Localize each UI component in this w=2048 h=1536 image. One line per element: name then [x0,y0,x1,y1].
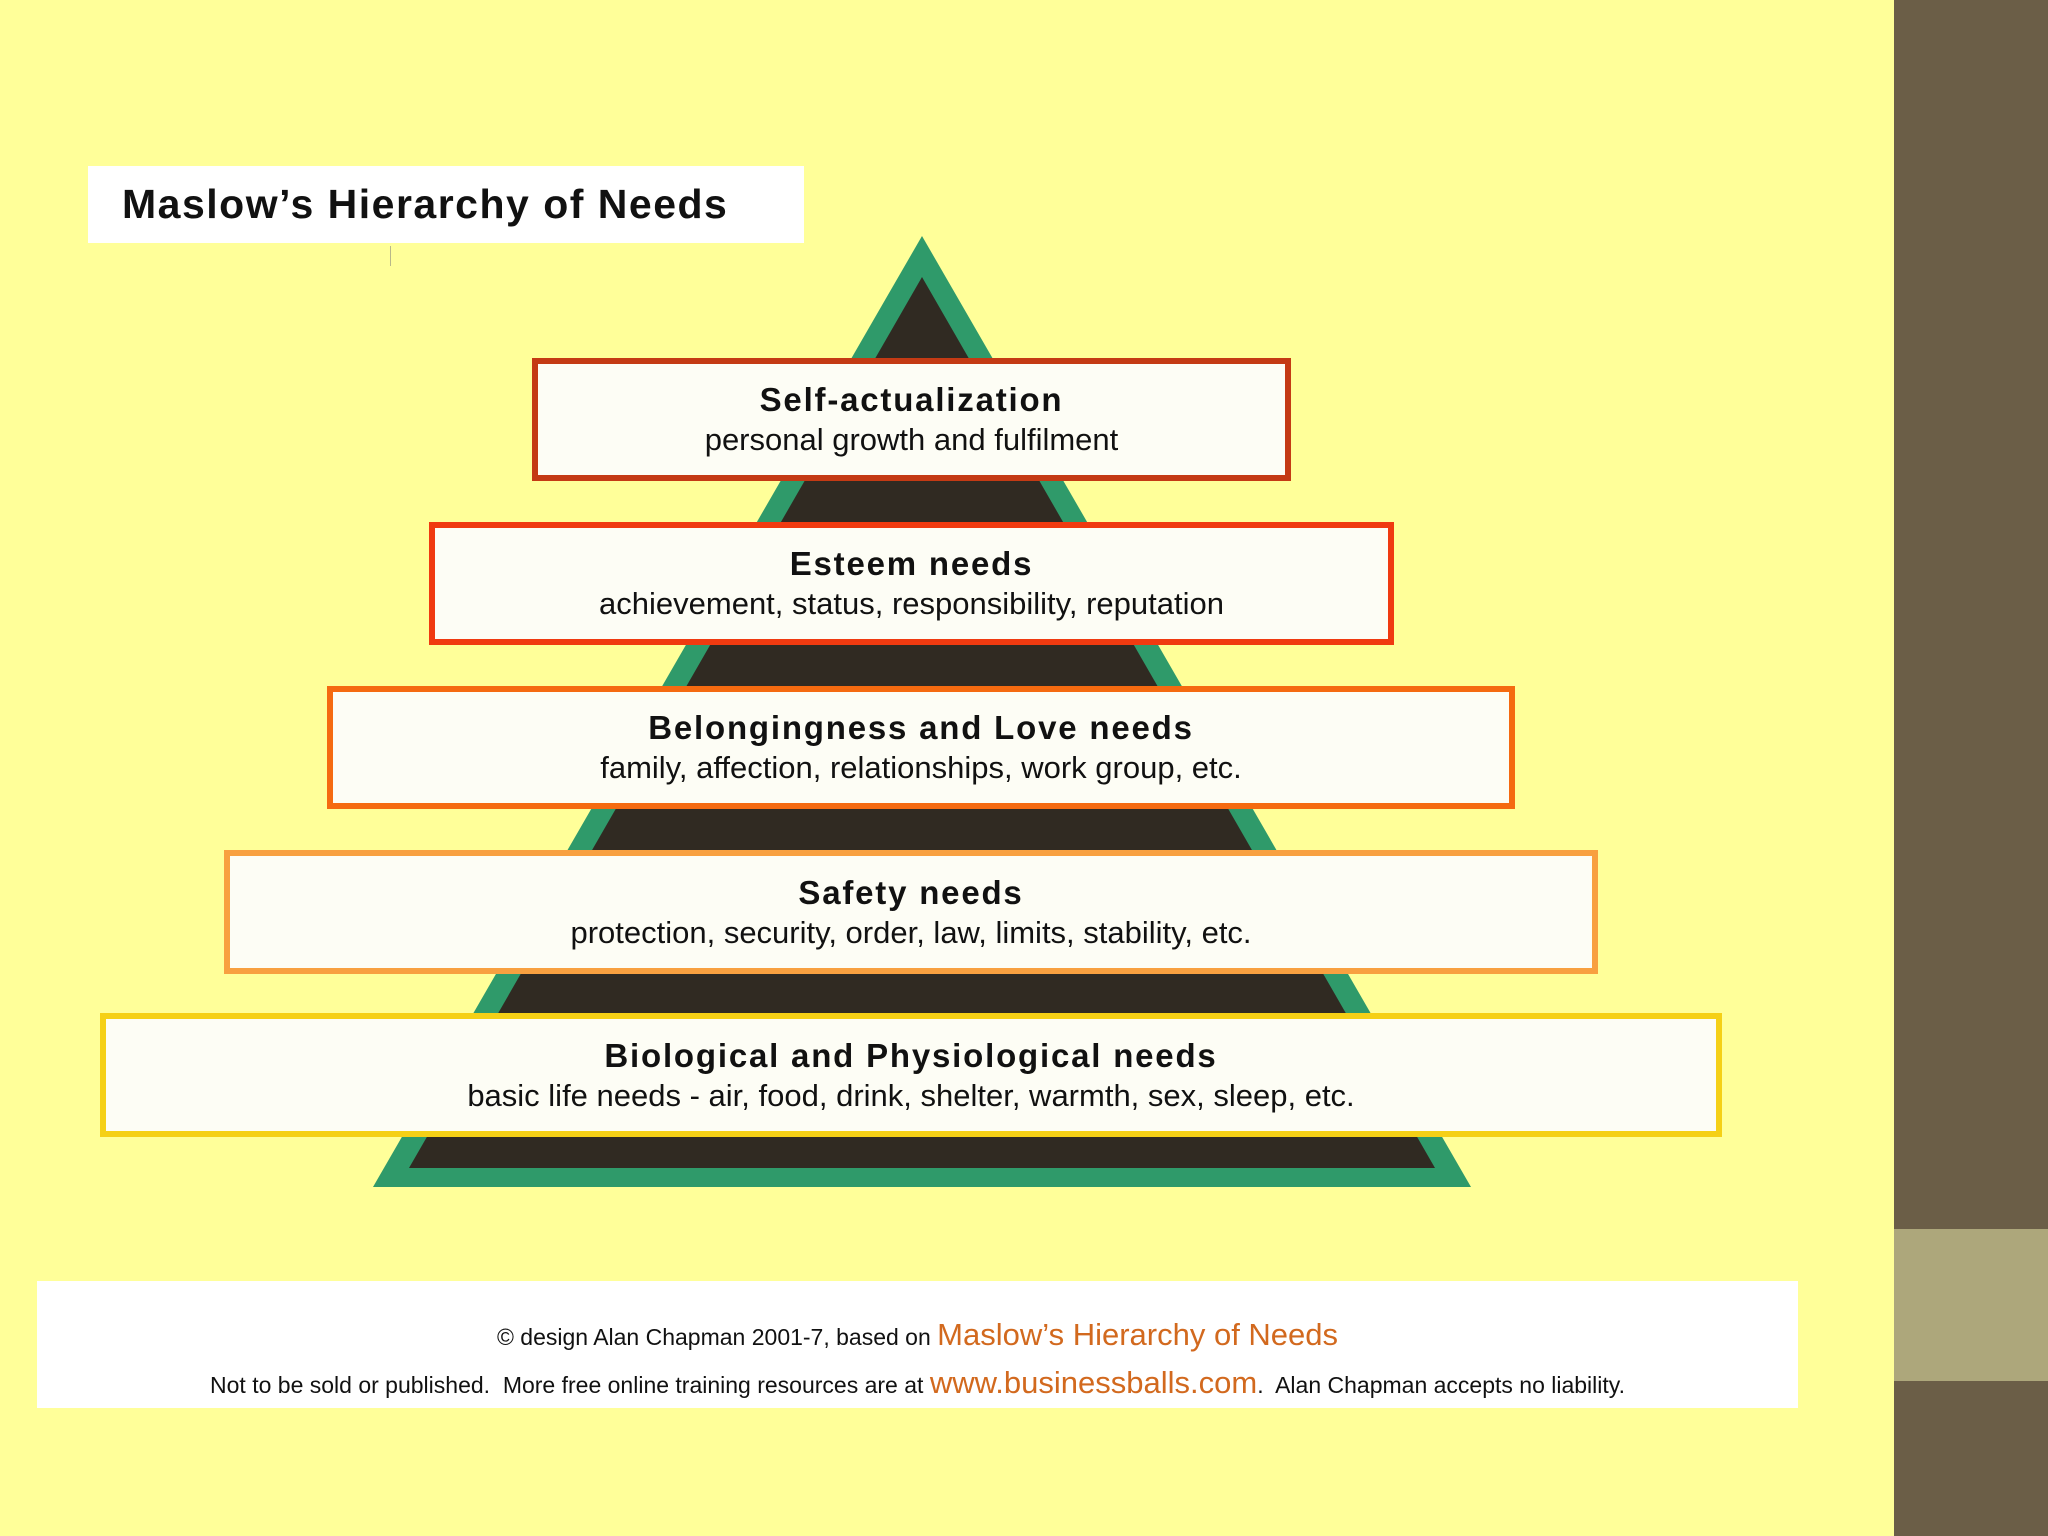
tier-title: Belongingness and Love needs [648,709,1194,746]
footer-line-2 [37,1365,1798,1403]
footer-line-1 [37,1317,1798,1355]
footer-text: Not to be sold or published. More free online training resources are at [210,1372,930,1398]
tier-description: basic life needs - air, food, drink, shelter, warmth, sex, sleep, etc. [467,1077,1355,1113]
tier-belongingness [327,686,1515,809]
tier-self-actualization [532,358,1291,481]
businessballs-link[interactable]: www.businessballs.com [929,1365,1258,1400]
tier-title: Biological and Physiological needs [604,1036,1218,1074]
tier-description: family, affection, relationships, work group, etc. [600,750,1242,785]
footer-text: . Alan Chapman accepts no liability. [1257,1372,1625,1398]
tier-title: Safety needs [798,873,1024,911]
copyright-icon: © [496,1324,514,1350]
tier-title: Self-actualization [759,381,1064,418]
tier-title: Esteem needs [789,545,1034,582]
footer-credits [37,1281,1798,1408]
tier-description: protection, security, order, law, limits, stability, etc. [570,914,1252,950]
tier-description: achievement, status, responsibility, reputation [599,586,1224,621]
maslow-link[interactable]: Maslow’s Hierarchy of Needs [937,1317,1339,1352]
tier-description: personal growth and fulfilment [704,422,1119,457]
tier-safety [224,850,1598,974]
footer-text: design Alan Chapman 2001-7, based on [513,1324,938,1350]
tier-esteem [429,522,1394,645]
page-title: Maslow’s Hierarchy of Needs [122,181,729,227]
tier-biological [100,1013,1722,1137]
